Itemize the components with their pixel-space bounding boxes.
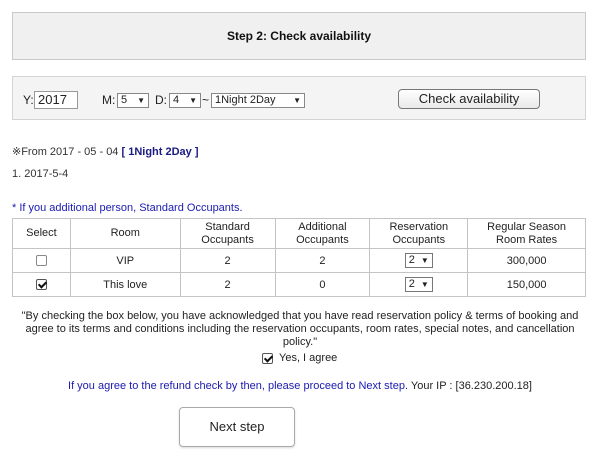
chevron-down-icon: ▼ — [137, 96, 145, 105]
standard-occupants: 2 — [180, 249, 275, 273]
reservation-occupants-value: 2 — [408, 254, 415, 266]
selected-date-item: 1. 2017-5-4 — [12, 168, 69, 180]
agreement-text: "By checking the box below, you have acknowledged that you have read reservation policy & terms of booking and agree to its terms and conditions including the reservation occupants, room rates, special notes, and cancellation policy." — [21, 310, 579, 348]
agree-checkbox-label: Yes, I agree — [279, 352, 338, 364]
header-additional-occupants: Additional Occupants — [275, 219, 370, 249]
room-rate: 300,000 — [468, 249, 586, 273]
stay-tag: [ 1Night 2Day ] — [121, 146, 199, 158]
header-reservation-occupants: Reservation Occupants — [370, 219, 468, 249]
standard-occupants: 2 — [180, 273, 275, 297]
room-table — [12, 218, 586, 297]
stay-length-select[interactable] — [211, 93, 305, 108]
chevron-down-icon: ▼ — [420, 256, 429, 265]
year-label: Y: — [23, 93, 34, 107]
table-header-row — [13, 219, 586, 249]
refund-text: If you agree to the refund check by then, please proceed to Next step. — [68, 380, 409, 392]
year-input[interactable]: 2017 — [34, 91, 78, 109]
agree-checkbox[interactable] — [262, 353, 273, 364]
chevron-down-icon: ▼ — [420, 280, 429, 289]
step-header — [12, 12, 586, 60]
reservation-occupants-select[interactable] — [405, 253, 433, 268]
table-row — [13, 249, 586, 273]
chevron-down-icon: ▼ — [189, 96, 197, 105]
chevron-down-icon: ▼ — [293, 96, 301, 105]
agreement-checkbox-group — [262, 352, 337, 364]
check-availability-button[interactable]: Check availability — [398, 89, 540, 109]
header-select: Select — [13, 219, 71, 249]
month-label: M: — [102, 93, 116, 107]
room-select-checkbox[interactable] — [36, 279, 47, 290]
header-standard-occupants: Standard Occupants — [180, 219, 275, 249]
date-summary — [12, 145, 199, 158]
additional-occupants: 2 — [275, 249, 370, 273]
date-filter-bar — [12, 76, 586, 120]
table-row — [13, 273, 586, 297]
room-select-checkbox[interactable] — [36, 255, 47, 266]
reservation-occupants-value: 2 — [408, 278, 415, 290]
from-date-text: ※From 2017 - 05 - 04 — [12, 146, 119, 158]
occupants-notice: * If you additional person, Standard Occupants. — [12, 202, 243, 214]
day-value: 4 — [173, 94, 180, 106]
room-name: This love — [70, 273, 180, 297]
reservation-occupants-select[interactable] — [405, 277, 433, 292]
ip-address-text: Your IP : [36.230.200.18] — [410, 380, 532, 392]
additional-occupants: 0 — [275, 273, 370, 297]
month-select[interactable] — [117, 93, 149, 108]
refund-notice — [0, 380, 600, 392]
stay-length-value: 1Night 2Day — [215, 94, 276, 106]
header-room: Room — [70, 219, 180, 249]
next-step-button[interactable]: Next step — [179, 407, 295, 447]
room-rate: 150,000 — [468, 273, 586, 297]
room-name: VIP — [70, 249, 180, 273]
page-title: Step 2: Check availability — [226, 29, 372, 43]
day-select[interactable] — [169, 93, 201, 108]
range-separator: ~ — [202, 93, 210, 107]
day-label: D: — [155, 93, 167, 107]
header-room-rates: Regular Season Room Rates — [468, 219, 586, 249]
month-value: 5 — [121, 94, 128, 106]
